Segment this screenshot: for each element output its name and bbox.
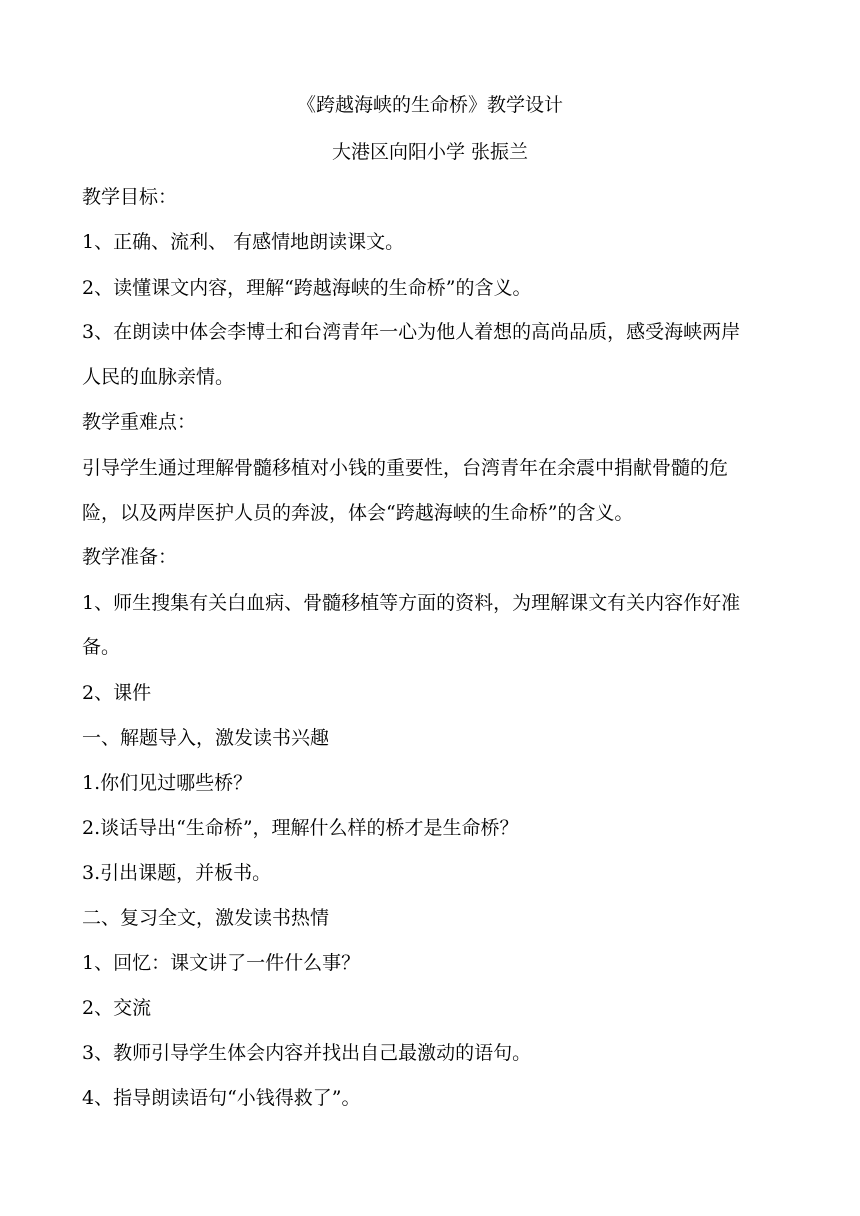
preparation-line-3: 2、课件 [82,682,152,704]
objective-line-1: 1、正确、流利、 有感情地朗读课文。 [82,231,405,253]
section2-item-1: 1、回忆：课文讲了一件什么事？ [82,952,361,974]
section2-item-3: 3、教师引导学生体会内容并找出自己最激动的语句。 [82,1042,532,1064]
section1-item-1: 1.你们见过哪些桥？ [82,772,253,794]
objective-line-2: 2、读懂课文内容，理解“跨越海峡的生命桥”的含义。 [82,277,532,299]
section1-heading: 一、解题导入，激发读书兴趣 [82,727,330,749]
document-author: 大港区向阳小学 张振兰 [331,141,529,163]
key-points-line-2: 险，以及两岸医护人员的奔波，体会“跨越海峡的生命桥”的含义。 [82,502,634,524]
document-title: 《跨越海峡的生命桥》教学设计 [296,94,563,116]
objectives-heading: 教学目标： [82,186,178,208]
section1-item-2: 2.谈话导出“生命桥”，理解什么样的桥才是生命桥？ [82,817,519,839]
preparation-line-1: 1、师生搜集有关白血病、骨髓移植等方面的资料，为理解课文有关内容作好准 [82,592,741,614]
section1-item-3: 3.引出课题，并板书。 [82,862,272,884]
preparation-line-2: 备。 [82,636,121,658]
key-points-line-1: 引导学生通过理解骨髓移植对小钱的重要性，台湾青年在余震中捐献骨髓的危 [82,457,729,479]
section2-item-2: 2、交流 [82,997,152,1019]
objective-line-3: 3、在朗读中体会李博士和台湾青年一心为他人着想的高尚品质，感受海峡两岸 [82,321,741,343]
preparation-heading: 教学准备： [82,546,178,568]
objective-line-4: 人民的血脉亲情。 [82,366,235,388]
key-points-heading: 教学重难点： [82,411,197,433]
section2-item-4: 4、指导朗读语句“小钱得救了”。 [82,1087,361,1109]
section2-heading: 二、复习全文，激发读书热情 [82,907,330,929]
